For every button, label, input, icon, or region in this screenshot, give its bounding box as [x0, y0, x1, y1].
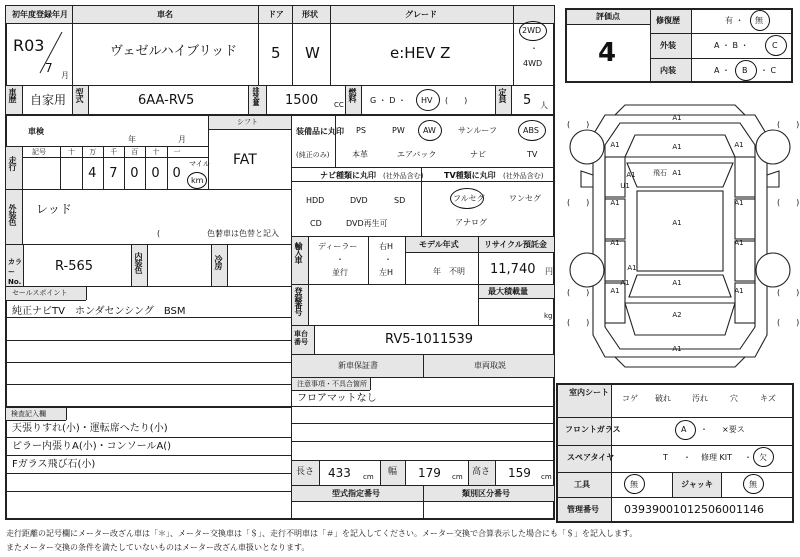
spare-kit: 修理 KIT [701, 453, 733, 462]
navi-hdd: HDD [306, 196, 325, 205]
model-value: 6AA-RV5 [138, 93, 195, 108]
first-reg-label: 初年度登録年月 [12, 10, 68, 19]
history-value: 自家用 [30, 93, 67, 107]
tools-label: 工具 [574, 480, 590, 489]
mileage-km: km [191, 176, 204, 185]
diagram-bracket: ( ) [567, 120, 590, 129]
length-label: 長さ [296, 467, 315, 477]
height-value: 159 [508, 466, 531, 480]
tv-oneseg: ワンセグ [509, 194, 541, 203]
length-unit: cm [363, 473, 374, 481]
car-name-value: ヴェゼルハイブリッド [110, 44, 238, 59]
odometer-unit-label: 一 [173, 148, 181, 156]
navi-cd: CD [310, 219, 322, 228]
shift-value: FAT [233, 152, 257, 168]
exterior-color-note: 色替車は色替と記入 [207, 229, 279, 238]
mileage-mile: マイル [189, 160, 210, 168]
drive-4wd: 4WD [523, 59, 543, 68]
odometer-unit-label: 千 [110, 148, 118, 156]
windshield-dot: ・ [700, 425, 708, 434]
tv-fullseg: フルセグ [453, 194, 485, 203]
diagram-bracket: ( ) [567, 288, 590, 297]
import-dot: ・ [336, 255, 344, 264]
fuel-options: G ・ D ・ [370, 96, 406, 105]
spare-dot: ・ [683, 453, 691, 462]
inspection-label: 車検 [28, 127, 44, 136]
damage-mark: 飛石 [653, 169, 667, 177]
odometer-unit-label: 百 [131, 148, 139, 156]
equipment-label: 装備品に丸印 [296, 127, 344, 136]
odometer-unit-label: 十 [68, 148, 75, 156]
cc-unit: CC [334, 101, 344, 109]
damage-mark: A1 [610, 287, 620, 295]
height-label: 高さ [472, 467, 491, 477]
odometer-digit: 4 [88, 166, 97, 181]
diagram-bracket: ( ) [567, 198, 590, 207]
interior-color-label: 内装色 [134, 252, 143, 273]
registration-label: 登録番号 [294, 287, 303, 315]
spare-dot-2: ・ [744, 453, 752, 462]
inspector-line-3: Fガラス飛び石(小) [12, 459, 96, 470]
tv-label: TV種類に丸印 [444, 171, 496, 180]
drive-2wd: 2WD [522, 26, 542, 35]
exterior-options: A ・ B ・ [714, 41, 749, 50]
color-no-value: R-565 [55, 259, 94, 274]
type-cert-label: 型式指定番号 [332, 489, 380, 498]
diagram-bracket: ( ) [567, 318, 590, 327]
class-label: 類別区分番号 [462, 489, 510, 498]
car-name-label: 車名 [157, 10, 173, 19]
tires [570, 130, 790, 287]
interior-selected: B [742, 66, 748, 75]
seat-koge: コゲ [622, 394, 638, 403]
damage-mark: A1 [610, 141, 620, 149]
max-load-label: 最大積載量 [488, 287, 528, 296]
tv-sub: (社外品含む) [503, 172, 544, 180]
windshield-selected: A [681, 425, 687, 434]
shape-value: W [305, 44, 320, 62]
repair-label: 修復歴 [656, 16, 680, 25]
mgmt-value: 03939001012506001146 [624, 503, 764, 516]
exterior-label: 外装 [660, 41, 676, 50]
notes-label: 注意事項・不具合箇所 [297, 380, 367, 388]
repair-selected: 無 [755, 16, 763, 25]
equip-ps: PS [356, 126, 366, 135]
import-parallel: 並行 [332, 268, 348, 277]
diagram-bracket: ( ) [777, 288, 800, 297]
exterior-selected: C [772, 41, 778, 50]
recycle-unit: 円 [545, 267, 553, 276]
fuel-label: 燃料 [348, 88, 357, 102]
spare-label: スペアタイヤ [567, 453, 615, 462]
model-label: 型式 [75, 88, 84, 102]
spare-selected: 欠 [759, 453, 767, 462]
damage-mark: A1 [672, 114, 682, 122]
width-unit: cm [452, 473, 463, 481]
footer-note-1: 走行距離の記号欄にメーター改ざん車は「＊」、メーター交換車は「＄」、走行不明車は「＃」を記入してください。メーター交換で合算表示した場合にも「＄」を記入します。 [6, 529, 638, 538]
capacity-value: 5 [523, 93, 532, 108]
damage-mark: A1 [672, 279, 682, 287]
first-reg-month-unit: 月 [61, 71, 69, 80]
diagram-bracket: ( ) [777, 120, 800, 129]
sales-points-label: セールスポイント [12, 289, 68, 297]
damage-mark: A1 [672, 345, 682, 353]
inspector-label: 検査記入欄 [11, 410, 46, 418]
damage-mark: U1 [620, 182, 630, 190]
diagram-bracket: ( ) [777, 198, 800, 207]
doors-value: 5 [271, 44, 281, 62]
import-right: 右H [379, 242, 394, 251]
equip-tv: TV [527, 150, 538, 159]
repair-options: 有 ・ [725, 16, 744, 25]
import-dot-2: ・ [384, 255, 392, 264]
model-year-value: 年 不明 [433, 267, 465, 276]
capacity-label: 定員 [498, 88, 507, 102]
fuel-selected: HV [421, 96, 433, 105]
door-label: ドア [268, 10, 284, 19]
import-dealer: ディーラー [318, 242, 358, 251]
score-label: 評価点 [596, 12, 620, 21]
score-value: 4 [598, 38, 617, 68]
interior-label: 内装 [660, 66, 676, 75]
drive-dot: ・ [530, 44, 538, 53]
exterior-color-label: 外装色 [8, 204, 17, 225]
color-no-label: カラーNo. [8, 258, 22, 286]
mileage-code-label: 記号 [32, 148, 46, 156]
width-value: 179 [418, 466, 441, 480]
damage-mark: A1 [610, 199, 620, 207]
footer-note-2: またメーター交換の条件を満たしていないものはメーター改ざん車扱いとなります。 [6, 543, 310, 552]
tv-analog: アナログ [455, 218, 487, 227]
warranty-label: 新車保証書 [338, 361, 378, 370]
equip-sunroof: サンルーフ [458, 126, 497, 135]
inspection-month: 月 [178, 135, 186, 144]
interior-options-c: ・ C [760, 66, 777, 75]
windshield-label: フロントガラス [565, 425, 621, 434]
equip-abs: ABS [523, 126, 539, 135]
equip-navi: ナビ [470, 150, 486, 159]
height-unit: cm [541, 473, 552, 481]
damage-mark: A1 [734, 239, 744, 247]
seat-yabure: 破れ [655, 394, 671, 403]
damage-mark: A1 [672, 143, 682, 151]
chassis-label: 車台番号 [294, 330, 308, 347]
model-year-label: モデル年式 [419, 240, 459, 249]
damage-mark: A1 [734, 141, 744, 149]
sales-points-text: 純正ナビTV ホンダセンシング BSM [12, 306, 186, 317]
damage-marks [610, 114, 743, 353]
equipment-sub: (純正のみ) [296, 151, 330, 159]
equip-airbag: エアバック [397, 150, 437, 159]
jack-label: ジャッキ [681, 480, 713, 489]
seat-label: 室内シート [569, 388, 609, 397]
odometer-unit-label: 万 [89, 148, 97, 156]
diagram-bracket: ( ) [777, 318, 800, 327]
seat-kizu: キズ [760, 394, 776, 403]
manual-label: 車両取説 [474, 361, 506, 370]
mileage-label: 走行 [8, 156, 17, 170]
shape-label: 形状 [302, 10, 318, 19]
damage-mark: A1 [734, 199, 744, 207]
navi-sd: SD [394, 196, 406, 205]
exterior-color-paren: ( ) [157, 229, 220, 238]
capacity-unit: 人 [540, 101, 548, 110]
seat-ana: 穴 [730, 394, 738, 403]
odometer-unit-label: 十 [152, 148, 160, 156]
inspection-year: 年 [128, 135, 136, 144]
damage-mark: A1 [672, 219, 682, 227]
jack-selected: 無 [749, 480, 757, 489]
damage-mark: A1 [734, 287, 744, 295]
grade-value: e:HEV Z [390, 44, 451, 62]
recycle-label: リサイクル預託金 [484, 240, 547, 249]
navi-dvd: DVD [350, 196, 368, 205]
car-diagram [565, 95, 800, 380]
history-label: 車歴 [8, 88, 17, 102]
inspector-line-1: 天張りすれ(小)・運転席へたり(小) [12, 423, 168, 434]
odometer-digit: 7 [109, 166, 118, 181]
navi-label: ナビ種類に丸印 [320, 171, 376, 180]
damage-mark: A1 [610, 239, 620, 247]
width-label: 幅 [388, 467, 398, 477]
mgmt-label: 管理番号 [567, 505, 599, 514]
recycle-value: 11,740 [490, 262, 536, 277]
seat-yogore: 汚れ [692, 394, 708, 403]
first-reg-month: 7 [45, 61, 53, 75]
spare-t: T [663, 453, 668, 462]
odometer-digit: 0 [172, 166, 181, 181]
fuel-paren: ( ) [445, 96, 468, 105]
damage-mark: A1 [626, 171, 636, 179]
damage-mark: A1 [620, 279, 630, 287]
tools-selected: 無 [630, 480, 638, 489]
odometer-digit: 0 [130, 166, 139, 181]
odometer-digit: 0 [151, 166, 160, 181]
damage-mark: A1 [627, 264, 637, 272]
interior-options-a: A ・ [714, 66, 731, 75]
shift-label: シフト [237, 118, 258, 126]
max-load-unit: kg [544, 312, 553, 320]
import-label: 輸入車 [294, 242, 303, 263]
notes-text: フロアマットなし [297, 393, 377, 404]
navi-sub: (社外品含む) [383, 172, 424, 180]
damage-mark: A1 [672, 169, 682, 177]
displacement-value: 1500 [285, 93, 319, 108]
equip-pw: PW [392, 126, 405, 135]
ac-label: 冷房 [214, 255, 223, 269]
navi-dvd-play: DVD再生可 [346, 219, 388, 228]
equip-leather: 本革 [352, 150, 368, 159]
displacement-label: 排気量 [252, 87, 260, 105]
damage-mark: A2 [672, 311, 682, 319]
import-left: 左H [379, 268, 394, 277]
exterior-color-value: レッド [36, 202, 72, 216]
windshield-need: ×要ス [722, 425, 745, 434]
equip-aw: AW [423, 126, 436, 135]
chassis-value: RV5-1011539 [385, 332, 474, 347]
grade-label: グレード [405, 10, 437, 19]
length-value: 433 [328, 466, 351, 480]
first-reg-year: R03 [13, 36, 45, 55]
inspector-line-2: ピラー内張りA(小)・コンソールA() [12, 441, 172, 452]
